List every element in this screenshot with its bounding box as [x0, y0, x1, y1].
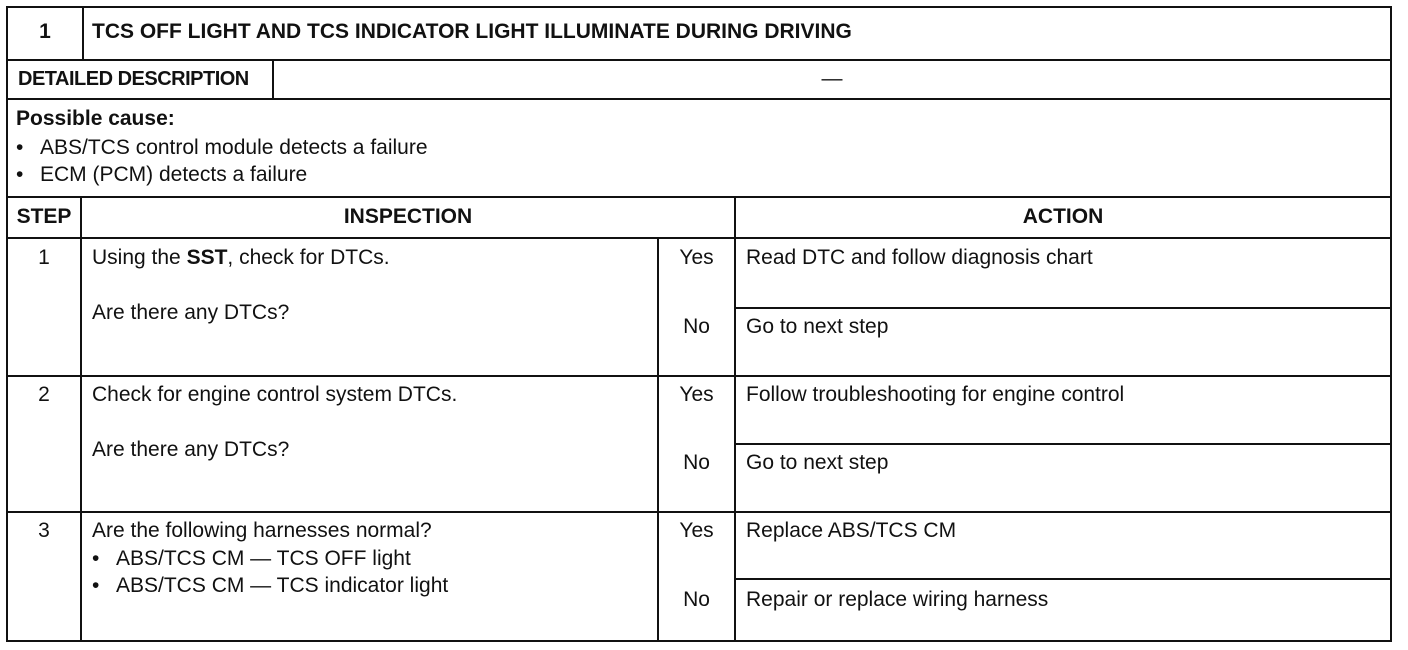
possible-cause-list: [10, 134, 428, 188]
column-header-inspection: INSPECTION: [343, 205, 473, 228]
no-label: No: [683, 451, 710, 474]
inspection-question: Are there any DTCs?: [92, 301, 290, 324]
no-action: Repair or replace wiring harness: [746, 588, 1049, 611]
yes-label: Yes: [679, 246, 714, 269]
detailed-description-value: —: [821, 67, 843, 90]
list-item: • ECM (PCM) detects a failure: [10, 161, 428, 188]
no-action: Go to next step: [746, 451, 889, 474]
yes-action: Read DTC and follow diagnosis chart: [746, 246, 1093, 269]
yes-label: Yes: [679, 383, 714, 406]
possible-cause-heading: Possible cause:: [16, 107, 175, 130]
yes-action: Follow troubleshooting for engine control: [746, 383, 1125, 406]
inspection-text: Check for engine control system DTCs.: [92, 383, 458, 406]
list-item: • ABS/TCS control module detects a failure: [10, 134, 428, 161]
list-item: • ABS/TCS CM — TCS indicator light: [86, 572, 448, 599]
column-header-step: STEP: [16, 205, 72, 228]
inspection-text-part: , check for DTCs.: [227, 246, 390, 269]
yes-label: Yes: [679, 519, 714, 542]
inspection-text: [92, 245, 390, 271]
no-label: No: [683, 315, 710, 338]
detailed-description-label: DETAILED DESCRIPTION: [18, 68, 249, 90]
no-label: No: [683, 588, 710, 611]
column-header-action: ACTION: [1022, 205, 1104, 228]
step-number: 2: [38, 383, 50, 406]
step-number: 1: [38, 246, 50, 269]
header-number: 1: [39, 20, 51, 43]
inspection-text-part: Using the: [92, 246, 187, 269]
yes-action: Replace ABS/TCS CM: [746, 519, 957, 542]
harness-list: [86, 545, 448, 599]
list-item: • ABS/TCS CM — TCS OFF light: [86, 545, 448, 572]
step-number: 3: [38, 519, 50, 542]
inspection-question: Are there any DTCs?: [92, 438, 290, 461]
page-title: TCS OFF LIGHT AND TCS INDICATOR LIGHT ILLUMINATE DURING DRIVING: [92, 20, 852, 43]
inspection-text: Are the following harnesses normal?: [92, 519, 432, 542]
no-action: Go to next step: [746, 315, 889, 338]
sst-label: SST: [186, 246, 228, 269]
